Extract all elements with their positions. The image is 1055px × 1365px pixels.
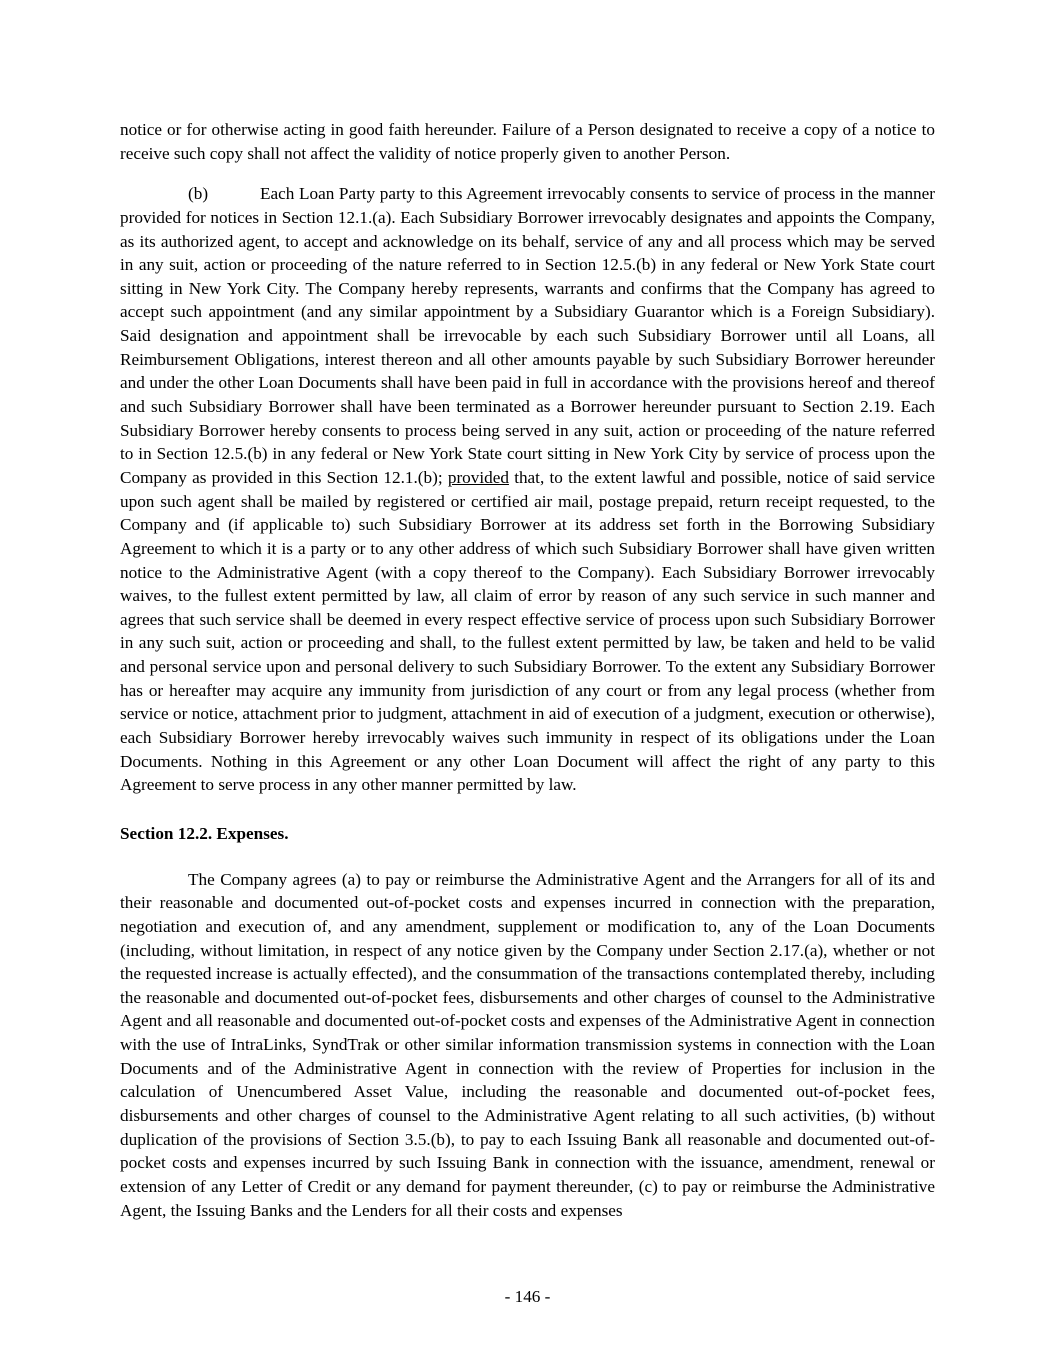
page-number: - 146 - — [504, 1287, 551, 1306]
clause-b-emphasis: provided — [447, 467, 509, 487]
heading-body-spacer — [120, 846, 935, 868]
paragraph-notice-continuation: notice or for otherwise acting in good faith hereunder. Failure of a Person designated to receive a copy of a notice to receive such copy shall not affect the validity of notice properly given to another Person. — [120, 120, 935, 163]
clause-b-paragraph — [120, 182, 935, 797]
clause-b-text-part-1: Each Loan Party party to this Agreement irrevocably consents to service of process in the manner provided for notices in Section 12.1.(a). Each Subsidiary Borrower irrevocably designates and appoints the Company, as its authorized agent, to accept and acknowledge on its behalf, service of any and all process which may be served in any suit, action or proceeding of the nature referred to in Section 12.5.(b) in any federal or New York State court sitting in New York City. The Company hereby represents, warrants and confirms that the Company has agreed to accept such appointment (and any similar appointment by a Subsidiary Guarantor which is a Foreign Subsidiary). Said designation and appointment shall be irrevocable by each such Subsidiary Borrower until all Loans, all Reimbursement Obligations, interest thereon and all other amounts payable by such Subsidiary Borrower hereunder and under the other Loan Documents shall have been paid in full in accordance with the provisions hereof and thereof and such Subsidiary Borrower shall have been terminated as a Borrower hereunder pursuant to Section 2.19. Each Subsidiary Borrower hereby consents to process being served in any suit, action or proceeding of the nature referred to in Section 12.5.(b) in any federal or New York State court sitting in New York City by service of process upon the Company as provided in this Section 12.1.(b); — [120, 184, 935, 487]
section-12-2-body: The Company agrees (a) to pay or reimburse the Administrative Agent and the Arrangers for all of its and their reasonable and documented out-of-pocket costs and expenses incurred in connection with the preparation, negotiation and execution of, and any amendment, supplement or modification to, any of the Loan Documents (including, without limitation, in respect of any notice given by the Company under Section 2.17.(a), whether or not the requested increase is actually effected), and the consummation of the transactions contemplated thereby, including the reasonable and documented out-of-pocket fees, disbursements and other charges of counsel to the Administrative Agent and all reasonable and documented out-of-pocket costs and expenses of the Administrative Agent in connection with the use of IntraLinks, SyndTrak or other similar information transmission systems in connection with the Loan Documents and of the Administrative Agent in connection with the review of Properties for inclusion in the calculation of Unencumbered Asset Value, including the reasonable and documented out-of-pocket fees, disbursements and other charges of counsel to the Administrative Agent relating to all such activities, (b) without duplication of the provisions of Section 3.5.(b), to pay to each Issuing Bank all reasonable and documented out-of-pocket costs and expenses incurred by such Issuing Bank in connection with the issuance, amendment, renewal or extension of any Letter of Credit or any demand for payment thereunder, (c) to pay or reimburse the Administrative Agent, the Issuing Banks and the Lenders for all their costs and expenses — [120, 869, 935, 1220]
section-heading-12-2: Section 12.2. Expenses. — [120, 823, 289, 843]
clause-b-marker: (b) — [188, 184, 209, 204]
clause-b-text-part-2: that, to the extent lawful and possible, notice of said service upon such agent shall be mailed by registered or certified air mail, postage prepaid, return receipt requested, to the Company and (if applicable to) such Subsidiary Borrower at its address set forth in the Borrowing Subsidiary Agreement to which it is a party or to any other address of which such Subsidiary Borrower shall have given written notice to the Administrative Agent (with a copy thereof to the Company). Each Subsidiary Borrower irrevocably waives, to the fullest extent permitted by law, all claim of error by reason of any such service in such manner and agrees that such service shall be deemed in every respect effective service of process upon such Subsidiary Borrower in any such suit, action or proceeding and shall, to the fullest extent permitted by law, be taken and held to be valid and personal service upon and personal delivery to such Subsidiary Borrower. To the extent any Subsidiary Borrower has or hereafter may acquire any immunity from jurisdiction of any court or from any legal process (whether from service or notice, attachment prior to judgment, attachment in aid of execution of a judgment, execution or otherwise), each Subsidiary Borrower hereby irrevocably waives such immunity in respect of its obligations under the Loan Documents. Nothing in this Agreement or any other Loan Document will affect the right of any party to this Agreement to serve process in any other manner permitted by law. — [120, 467, 935, 795]
page-footer — [0, 1287, 1055, 1307]
